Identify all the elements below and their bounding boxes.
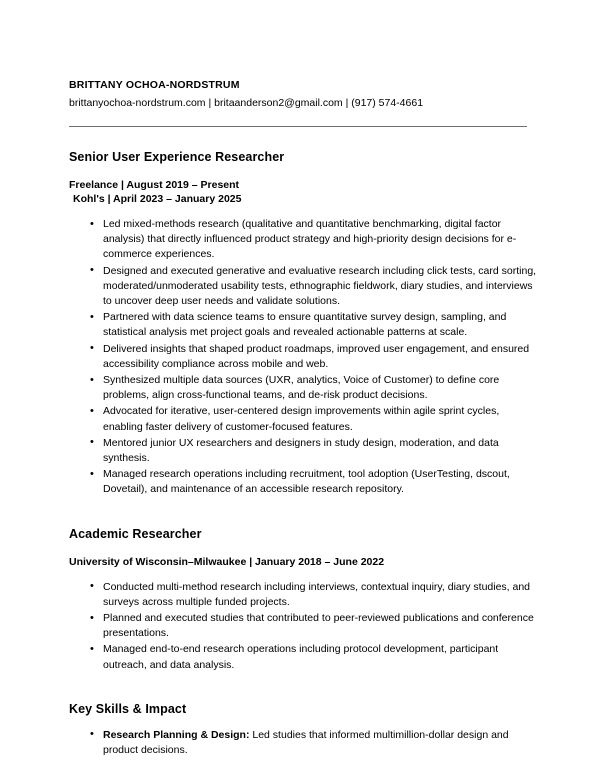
employment-meta bbox=[69, 178, 540, 206]
section-key-skills-impact bbox=[69, 701, 540, 758]
bullet-item: • Led mixed-methods research (qualitative and quantitative benchmarking, digital factor analysis) that directly influenced product strategy and high-priority design decisions for e-commerce experiences. bbox=[69, 217, 540, 263]
spacer-between-sections bbox=[69, 674, 540, 701]
bullet-item: • Partnered with data science teams to ensure quantitative survey design, sampling, and statistical analysis met project goals and revealed actionable patterns at scale. bbox=[69, 310, 540, 340]
bullet-list bbox=[69, 217, 540, 498]
employment-meta-line: University of Wisconsin–Milwaukee | January 2018 – June 2022 bbox=[69, 555, 385, 568]
bullet-lead-label: Research Planning & Design: bbox=[103, 728, 250, 741]
contact-line: brittanyochoa-nordstrum.com | britaanderson2@gmail.com | (917) 574-4661 bbox=[69, 97, 424, 109]
bullet-list bbox=[69, 728, 540, 758]
section-title: Senior User Experience Researcher bbox=[69, 150, 285, 164]
section-title: Key Skills & Impact bbox=[69, 701, 187, 716]
bullet-item bbox=[69, 728, 540, 758]
bullet-item: • Mentored junior UX researchers and designers in study design, moderation, and data synthesis. bbox=[69, 436, 540, 466]
spacer-between-sections bbox=[69, 499, 540, 526]
bullet-item: • Planned and executed studies that contributed to peer-reviewed publications and conference presentations. bbox=[69, 611, 540, 641]
candidate-name: BRITTANY OCHOA-NORDSTRUM bbox=[69, 79, 240, 91]
bullet-item: • Managed end-to-end research operations including protocol development, participant outreach, and data analysis. bbox=[69, 642, 540, 672]
section-title: Academic Researcher bbox=[69, 526, 202, 541]
bullet-body-text: Led studies that informed multimillion-dollar design and product decisions. bbox=[103, 728, 509, 757]
section-senior-user-experience-researcher bbox=[69, 149, 540, 498]
resume-header bbox=[69, 78, 540, 127]
bullet-item: • Conducted multi-method research including interviews, contextual inquiry, diary studies, and surveys across multiple funded projects. bbox=[69, 580, 540, 610]
employment-meta bbox=[69, 555, 540, 569]
employment-meta-line: Kohl's | April 2023 – January 2025 bbox=[73, 193, 242, 205]
section-academic-researcher bbox=[69, 526, 540, 673]
bullet-item: • Synthesized multiple data sources (UXR, analytics, Voice of Customer) to define core problems, align cross-functional teams, and de-risk product decisions. bbox=[69, 373, 540, 403]
bullet-item: • Delivered insights that shaped product roadmaps, improved user engagement, and ensured accessibility compliance across mobile and web. bbox=[69, 342, 540, 372]
bullet-item: • Managed research operations including recruitment, tool adoption (UserTesting, dscout, Dovetail), and maintenance of an accessible research repository. bbox=[69, 467, 540, 497]
bullet-item: • Designed and executed generative and evaluative research including click tests, card sorting, moderated/unmoderated usability tests, ethnographic fieldwork, diary studies, and interviews to uncover deep user needs and validate solutions. bbox=[69, 264, 540, 310]
employment-meta-line: Freelance | August 2019 – Present bbox=[69, 179, 240, 191]
bullet-item: • Advocated for iterative, user-centered design improvements within agile sprint cycles, enabling faster delivery of customer-focused features. bbox=[69, 404, 540, 434]
spacer-after-header bbox=[69, 127, 540, 149]
bullet-list bbox=[69, 580, 540, 673]
